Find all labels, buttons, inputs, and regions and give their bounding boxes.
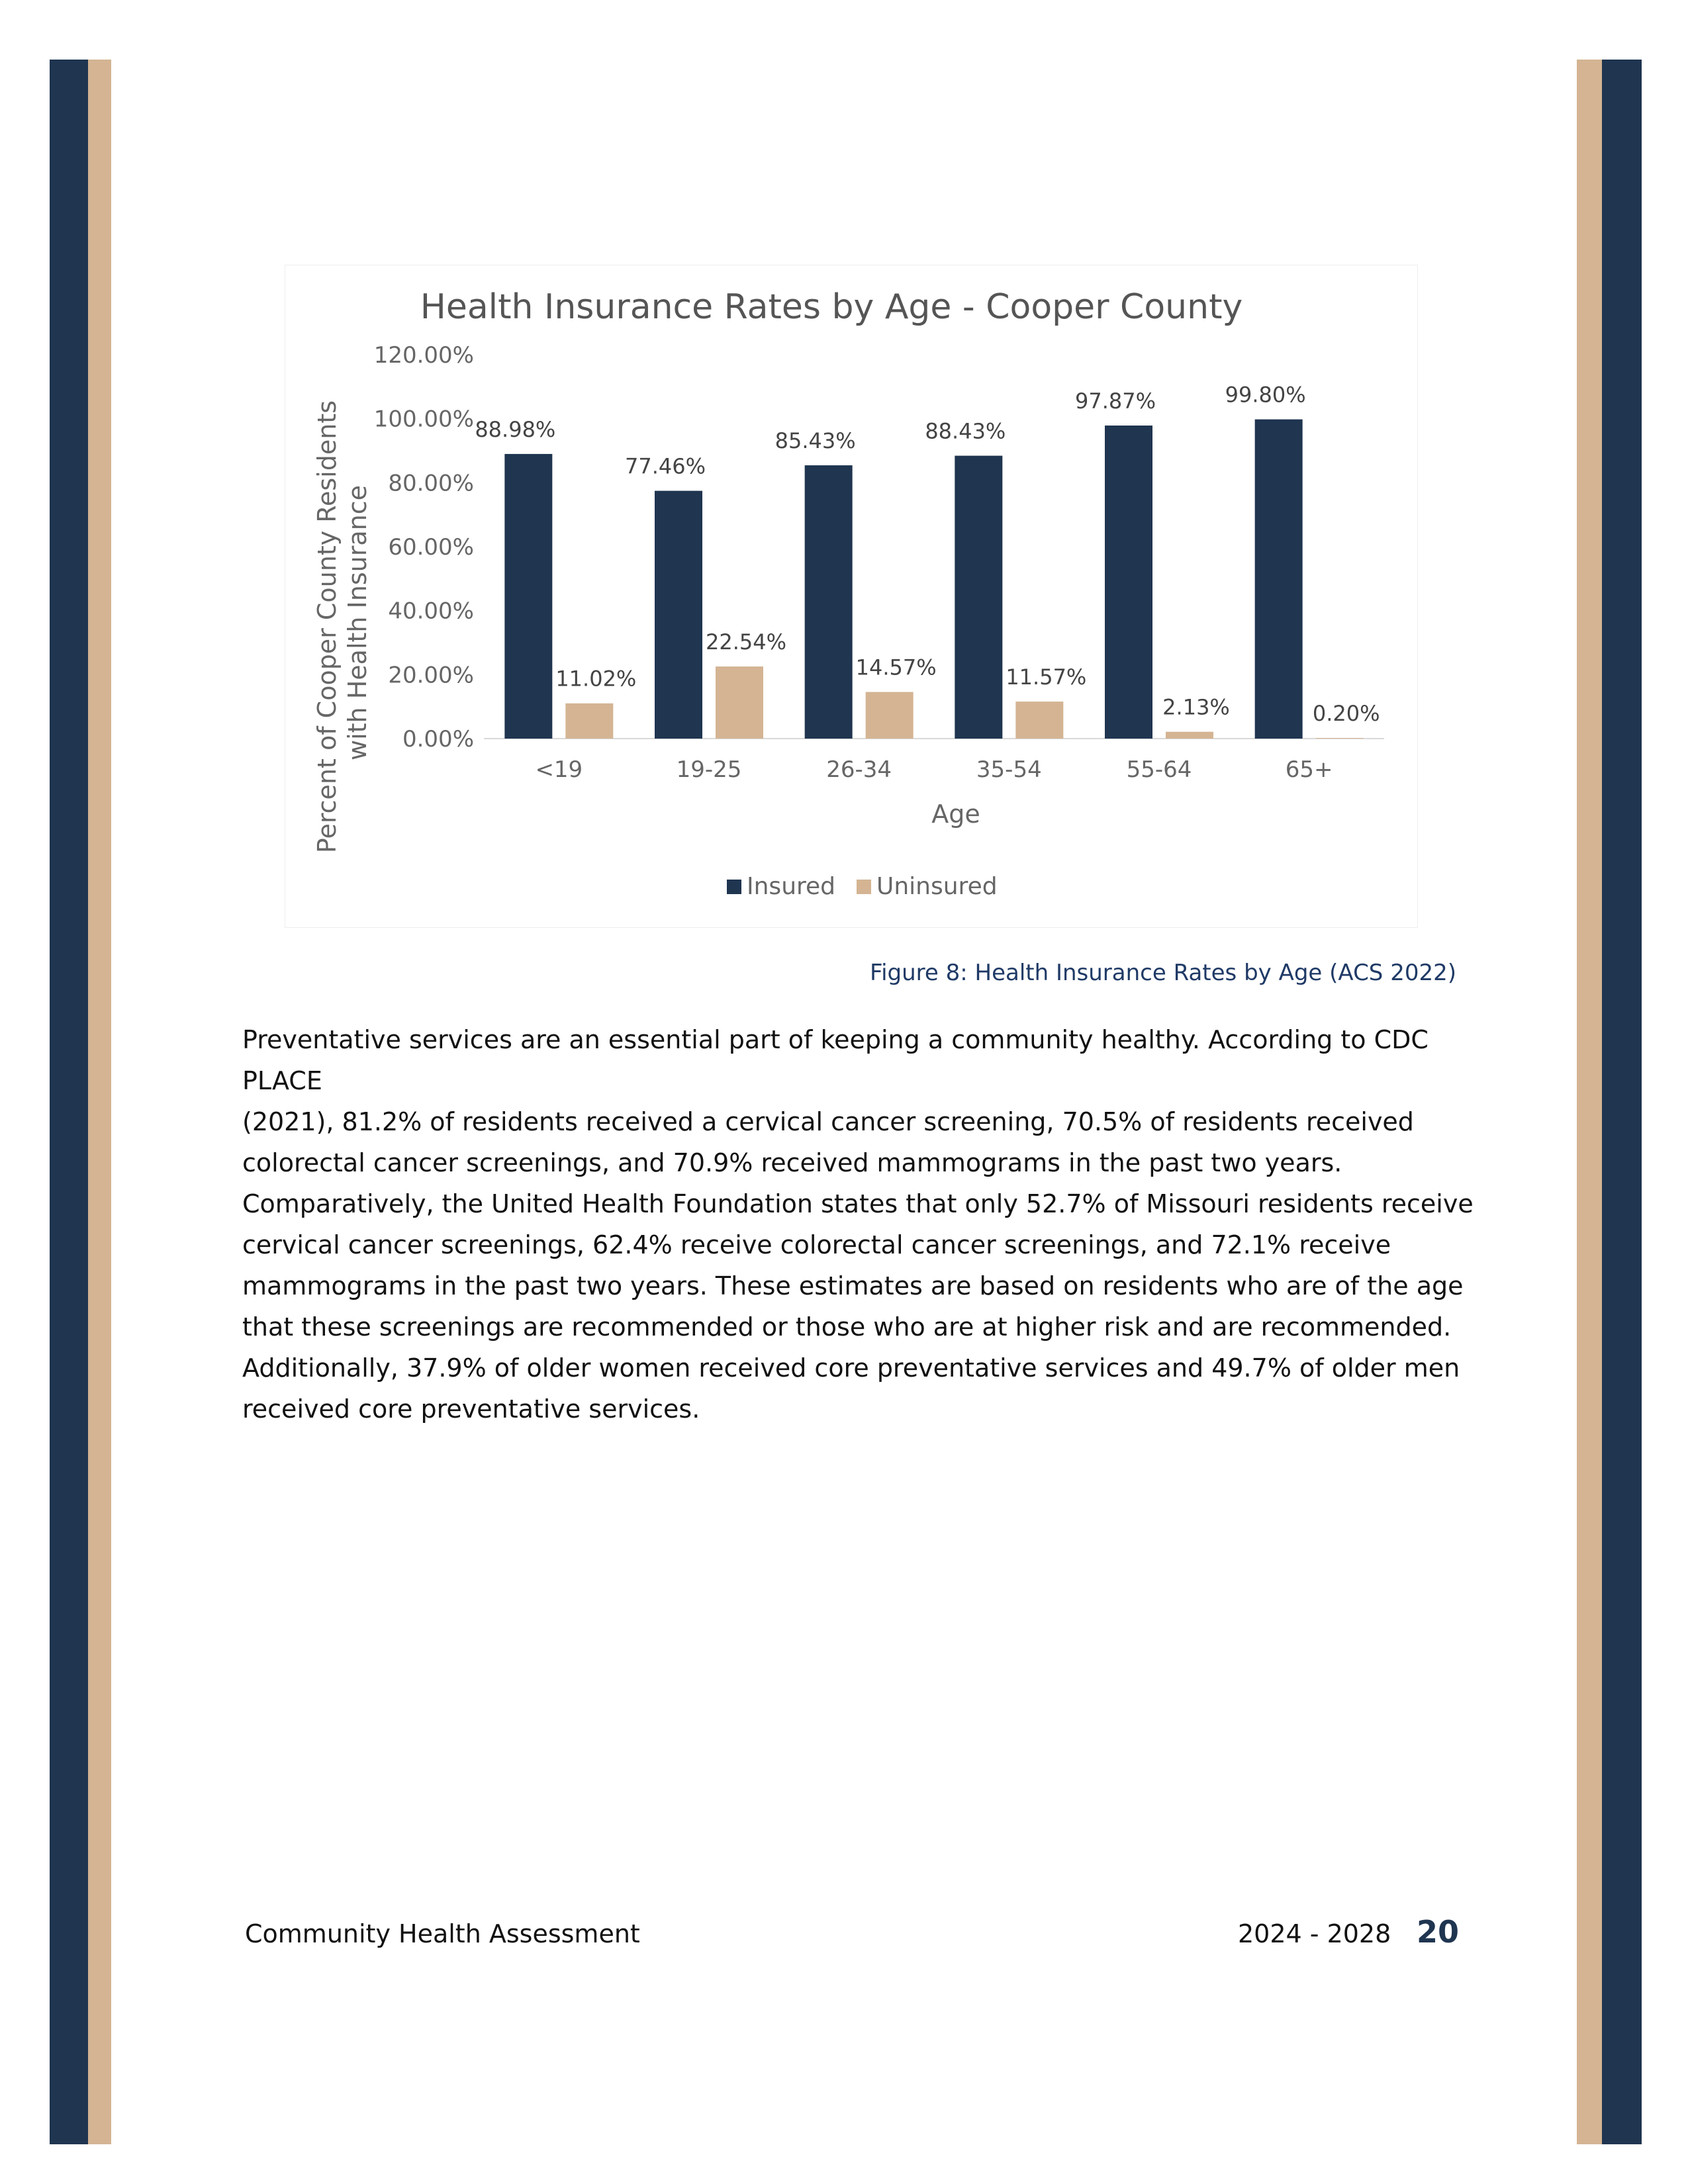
body-line: Comparatively, the United Health Foundation states that only 52.7% of Missouri residents receive: [242, 1189, 1474, 1218]
page-number: 20: [1417, 1914, 1460, 1950]
footer-title: Community Health Assessment: [245, 1919, 640, 1948]
data-label-insured: 97.87%: [1074, 388, 1156, 414]
data-label-uninsured: 11.02%: [555, 666, 637, 692]
bar-uninsured: [1015, 702, 1063, 739]
y-tick-label: 60.00%: [388, 534, 474, 561]
left-tan-stripe: [88, 60, 111, 2144]
bar-uninsured: [866, 692, 914, 739]
y-tick-label: 40.00%: [388, 598, 474, 625]
y-axis-label-line-1: Percent of Cooper County Residents: [312, 400, 342, 854]
x-tick-label: 35-54: [976, 756, 1042, 783]
insurance-chart: [285, 265, 1418, 928]
body-line: cervical cancer screenings, 62.4% receive colorectal cancer screenings, and 72.1% receive: [242, 1230, 1391, 1259]
chart-title: Health Insurance Rates by Age - Cooper County: [420, 287, 1243, 327]
bar-uninsured: [565, 704, 613, 739]
footer-years: 2024 - 2028: [1238, 1919, 1391, 1948]
bar-insured: [805, 465, 853, 739]
y-axis-label-line-2: with Health Insurance: [343, 485, 372, 760]
y-tick-label: 20.00%: [388, 662, 474, 689]
bar-uninsured: [1166, 732, 1213, 739]
y-tick-label: 0.00%: [402, 726, 474, 752]
data-label-insured: 99.80%: [1225, 382, 1306, 408]
chart-y-axis-label: [312, 392, 372, 853]
legend-swatch-insured: [727, 880, 741, 894]
body-paragraph: [242, 1019, 1474, 1430]
bar-insured: [955, 456, 1002, 739]
data-label-insured: 88.98%: [475, 416, 556, 442]
body-line: colorectal cancer screenings, and 70.9% received mammograms in the past two years.: [242, 1148, 1342, 1177]
y-tick-label: 80.00%: [388, 470, 474, 497]
data-label-insured: 85.43%: [774, 428, 856, 454]
x-tick-label: 26-34: [826, 756, 892, 783]
bar-insured: [504, 454, 552, 739]
chart-legend: [727, 873, 998, 900]
bar-insured: [1255, 420, 1303, 739]
legend-label-uninsured: Uninsured: [876, 873, 998, 900]
right-tan-stripe: [1577, 60, 1602, 2144]
data-label-uninsured: 22.54%: [705, 629, 787, 655]
data-label-uninsured: 2.13%: [1162, 694, 1230, 720]
data-label-uninsured: 14.57%: [855, 655, 937, 680]
x-tick-label: 65+: [1285, 756, 1333, 783]
right-dark-stripe: [1602, 60, 1642, 2144]
x-tick-label: 19-25: [676, 756, 742, 783]
x-tick-label: 55-64: [1126, 756, 1192, 783]
body-line: that these screenings are recommended or those who are at higher risk and are recommended.: [242, 1312, 1452, 1342]
body-line: Preventative services are an essential part of keeping a community healthy. According to CDC PLACE: [242, 1025, 1429, 1095]
left-dark-stripe: [50, 60, 88, 2144]
y-tick-label: 120.00%: [373, 342, 474, 369]
data-label-uninsured: 0.20%: [1312, 701, 1380, 727]
y-tick-label: 100.00%: [373, 406, 474, 433]
legend-swatch-uninsured: [857, 880, 871, 894]
legend-label-insured: Insured: [747, 873, 836, 900]
figure-caption: Figure 8: Health Insurance Rates by Age (ACS 2022): [870, 960, 1456, 986]
x-tick-label: <19: [535, 756, 583, 783]
bar-insured: [655, 491, 702, 739]
data-label-insured: 88.43%: [925, 418, 1006, 444]
chart-svg: [285, 265, 1417, 927]
bar-insured: [1105, 426, 1152, 739]
data-label-uninsured: 11.57%: [1006, 664, 1087, 690]
body-line: Additionally, 37.9% of older women received core preventative services and 49.7% of older men: [242, 1353, 1460, 1383]
data-label-insured: 77.46%: [624, 453, 706, 479]
body-line: (2021), 81.2% of residents received a cervical cancer screening, 70.5% of residents received: [242, 1107, 1414, 1136]
bar-uninsured: [716, 666, 763, 739]
body-line: mammograms in the past two years. These estimates are based on residents who are of the age: [242, 1271, 1464, 1300]
chart-x-axis-label: Age: [931, 799, 980, 829]
body-line: received core preventative services.: [242, 1394, 700, 1424]
bar-uninsured: [1316, 738, 1364, 739]
